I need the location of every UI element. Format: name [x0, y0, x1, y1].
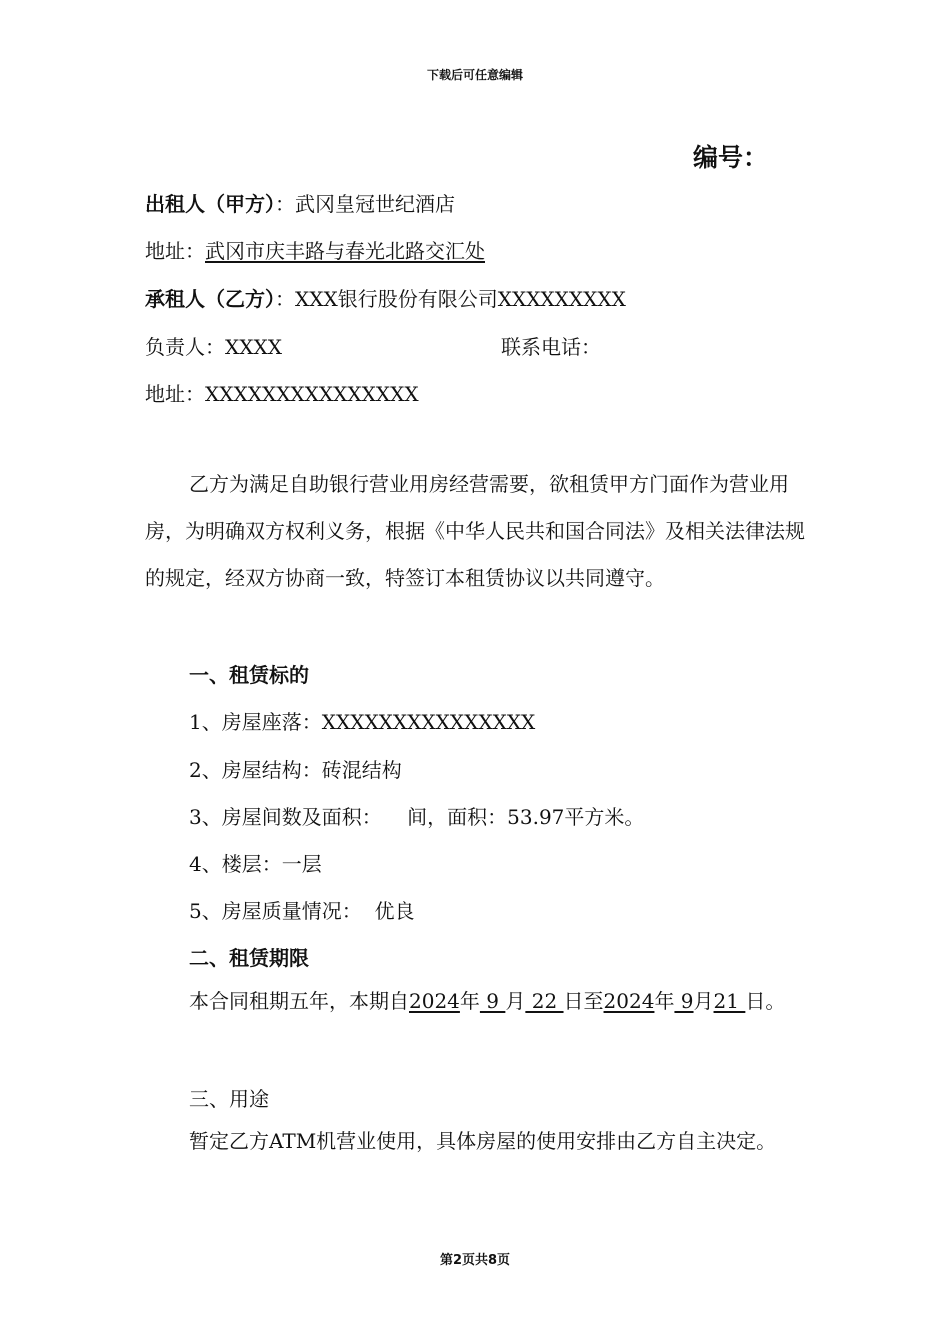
lessee-label: 承租人（乙方）: [145, 287, 275, 311]
section1-item: 3、房屋间数及面积： 间，面积：53.97平方米。: [189, 805, 645, 829]
section3-title: 三、用途: [189, 1087, 269, 1111]
start-day: 22: [525, 989, 564, 1013]
person-label: 负责人：: [145, 335, 225, 359]
term-paragraph: [145, 978, 810, 1025]
section2-title: 二、租赁期限: [189, 946, 309, 970]
section1-item: 4、楼层：一层: [189, 852, 322, 876]
lessor-address-line: [145, 235, 485, 264]
term-text: 月: [505, 989, 526, 1013]
lessee-sep: ：: [275, 287, 295, 311]
contract-number-label: 编号：: [693, 143, 769, 172]
intro-paragraph: 乙方为满足自助银行营业用房经营需要，欲租赁甲方门面作为营业用房，为明确双方权利义务，根据《中华人民共和国合同法》及相关法律法规的规定，经双方协商一致，特签订本租赁协议以共同遵守。: [145, 472, 805, 590]
usage-paragraph: 暂定乙方ATM机营业使用，具体房屋的使用安排由乙方自主决定。: [189, 1129, 777, 1153]
lessor-sep: ：: [275, 192, 295, 216]
lessor-line: [145, 188, 455, 217]
page-footer: 第2页共8页: [439, 1253, 511, 1268]
section1-item: 1、房屋座落：XXXXXXXXXXXXXXX: [189, 710, 536, 734]
phone-label: 联系电话：: [501, 335, 601, 359]
lessee-address-value: XXXXXXXXXXXXXXX: [205, 382, 419, 406]
lessor-label: 出租人（甲方）: [145, 192, 275, 216]
term-text: 日至: [563, 989, 604, 1013]
end-month: 9: [674, 989, 694, 1013]
term-text: 日。: [745, 989, 786, 1013]
lessor-address-value: 武冈市庆丰路与春光北路交汇处: [205, 239, 485, 263]
term-text: 本合同租期五年，本期自: [189, 989, 409, 1013]
start-month: 9: [479, 989, 506, 1013]
start-year: 2024: [409, 989, 460, 1013]
end-year: 2024: [603, 989, 655, 1013]
section1-title: 一、租赁标的: [189, 663, 309, 687]
term-text: 月: [693, 989, 714, 1013]
lessor-value: 武冈皇冠世纪酒店: [295, 192, 455, 216]
lessee-value: XXX银行股份有限公司XXXXXXXXX: [295, 287, 626, 311]
end-day: 21: [713, 989, 746, 1013]
lessee-address-line: [145, 378, 419, 407]
term-text: 年: [654, 989, 675, 1013]
lessee-line: [145, 283, 626, 312]
section1-item: 2、房屋结构：砖混结构: [189, 758, 402, 782]
lessor-address-label: 地址：: [145, 239, 205, 263]
person-line: [145, 331, 282, 360]
section1-item: 5、房屋质量情况： 优良: [189, 899, 415, 923]
person-value: XXXX: [225, 335, 282, 359]
page-header: 下载后可任意编辑: [426, 68, 523, 82]
lessee-address-label: 地址：: [145, 382, 205, 406]
term-text: 年: [459, 989, 480, 1013]
